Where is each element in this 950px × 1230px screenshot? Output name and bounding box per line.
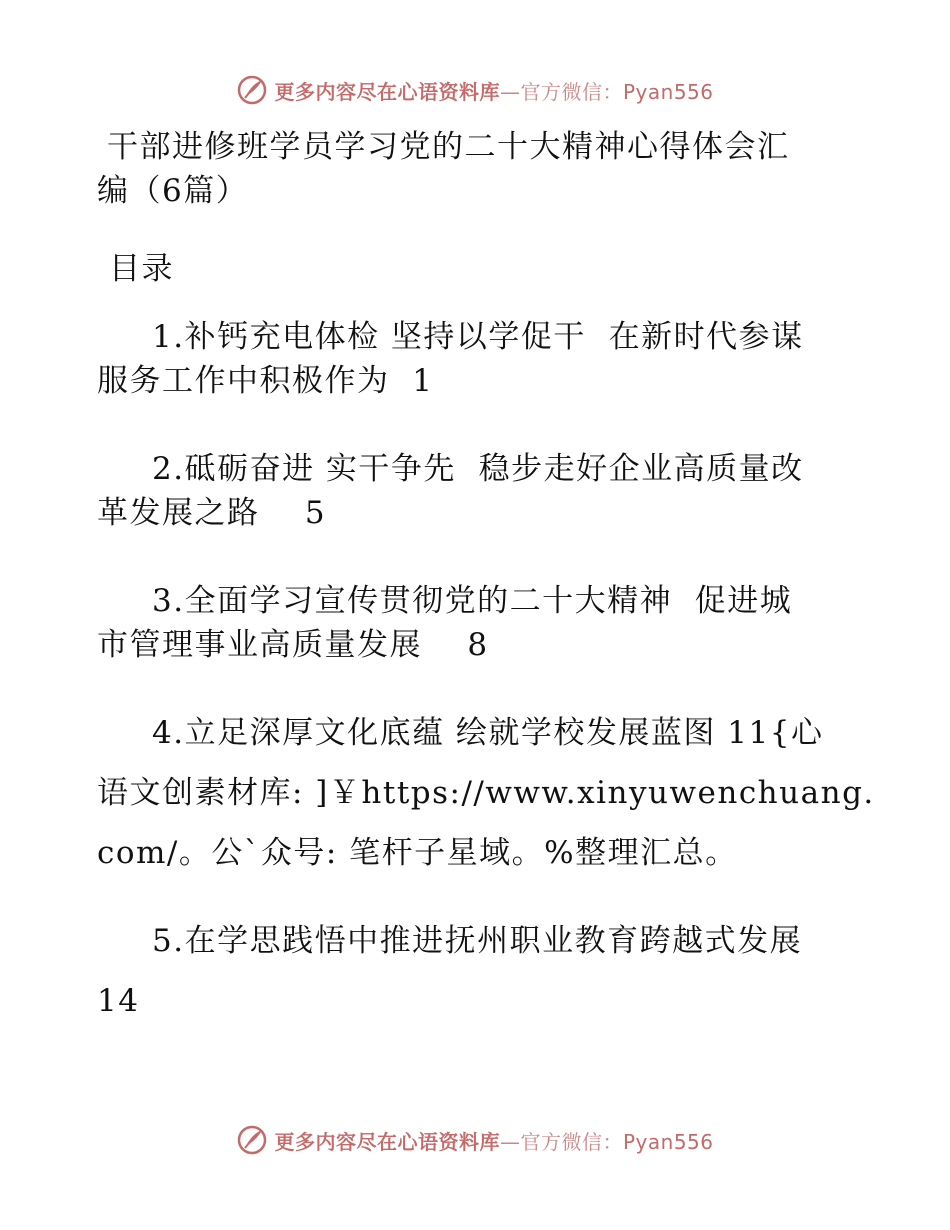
banner-brand: 更多内容尽在心语资料库 <box>274 79 500 104</box>
banner-contact: 官方微信： <box>520 79 623 104</box>
header-banner <box>0 70 950 110</box>
toc-entry-line: 革发展之路 5 <box>97 495 327 531</box>
toc-entry-4 <box>97 711 875 875</box>
title-line-1: 干部进修班学员学习党的二十大精神心得体会汇 <box>107 129 790 165</box>
toc-entry-line: com/。公`众号: 笔杆子星域。%整理汇总。 <box>97 835 738 871</box>
banner-text <box>274 76 713 105</box>
banner-contact: 官方微信： <box>520 1129 623 1154</box>
toc-entry-line: 服务工作中积极作为 1 <box>97 363 434 399</box>
toc-entry-3 <box>97 579 857 667</box>
toc-entry-2 <box>97 447 857 535</box>
document-title <box>97 125 857 213</box>
toc-entry-line: 市管理事业高质量发展 8 <box>97 627 489 663</box>
banner-dash: — <box>499 79 521 104</box>
toc-list <box>97 315 875 1023</box>
title-line-2: 编（6篇） <box>97 173 249 209</box>
toc-entry-line: 14 <box>97 983 140 1019</box>
banner-brand: 更多内容尽在心语资料库 <box>274 1129 500 1154</box>
quill-circle-icon <box>236 1124 268 1156</box>
toc-entry-1 <box>97 315 857 403</box>
banner-dash: — <box>499 1129 521 1154</box>
banner-wechat-id: Pyan556 <box>622 1129 714 1154</box>
footer-banner <box>0 1120 950 1160</box>
toc-entry-line: 2.砥砺奋进 实干争先 稳步走好企业高质量改 <box>152 451 804 487</box>
toc-entry-line: 语文创素材库: ]￥https://www.xinyuwenchuang. <box>97 775 875 811</box>
toc-heading: 目录 <box>109 251 174 287</box>
toc-entry-5 <box>97 919 857 1023</box>
banner-text <box>274 1126 713 1155</box>
document-content <box>97 125 875 1023</box>
banner-inner <box>236 74 713 106</box>
quill-circle-icon <box>236 74 268 106</box>
toc-entry-line: 4.立足深厚文化底蕴 绘就学校发展蓝图 11{心 <box>152 715 824 751</box>
toc-entry-line: 5.在学思践悟中推进抚州职业教育跨越式发展 <box>152 923 803 959</box>
toc-entry-line: 1.补钙充电体检 坚持以学促干 在新时代参谋 <box>152 319 804 355</box>
banner-wechat-id: Pyan556 <box>622 79 714 104</box>
banner-inner <box>236 1124 713 1156</box>
toc-entry-line: 3.全面学习宣传贯彻党的二十大精神 促进城 <box>152 583 793 619</box>
